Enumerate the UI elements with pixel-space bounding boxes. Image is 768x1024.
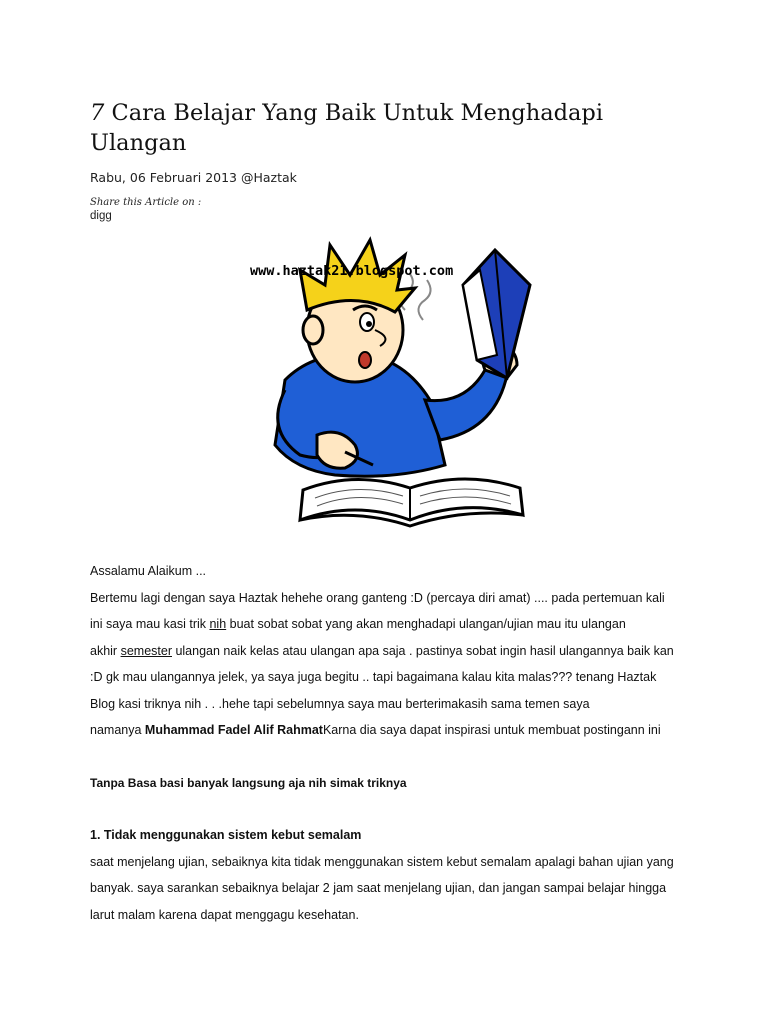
paragraph-line — [90, 723, 661, 737]
tip-1-line: larut malam karena dapat menggagu kesehatan. — [90, 908, 359, 922]
title-line2: Ulangan — [90, 130, 187, 156]
paragraph-line: :D gk mau ulangannya jelek, ya saya juga begitu .. tapi bagaimana kalau kita malas??? tenang Haztak — [90, 670, 657, 684]
post-meta: Rabu, 06 Februari 2013 @Haztak — [90, 170, 297, 185]
title-number: 7 — [90, 100, 105, 126]
article-title — [90, 98, 690, 158]
text-run: akhir — [90, 644, 121, 658]
tip-1-heading: 1. Tidak menggunakan sistem kebut semalam — [90, 828, 362, 842]
title-text: Cara Belajar Yang Baik Untuk Menghadapi — [104, 100, 604, 126]
studying-boy-illustration — [245, 230, 545, 535]
paragraph-line: Bertemu lagi dengan saya Haztak hehehe orang ganteng :D (percaya diri amat) .... pada pertemuan kali — [90, 591, 665, 605]
paragraph-line: Blog kasi triknya nih . . .hehe tapi sebelumnya saya mau berterimakasih sama temen saya — [90, 697, 590, 711]
semester-link[interactable]: semester — [120, 644, 172, 658]
paragraph-line — [90, 644, 674, 658]
tip-1-line: banyak. saya sarankan sebaiknya belajar 2 jam saat menjelang ujian, dan jangan sampai belajar hingga — [90, 881, 667, 895]
intro-bold-line: Tanpa Basa basi banyak langsung aja nih simak triknya — [90, 776, 407, 790]
share-label: Share this Article on : — [90, 197, 202, 208]
nih-link[interactable]: nih — [209, 617, 227, 631]
text-run: Karna dia saya dapat inspirasi untuk membuat postingann ini — [322, 723, 661, 737]
tip-1-line: saat menjelang ujian, sebaiknya kita tidak menggunakan sistem kebut semalam apalagi bahan ujian yang — [90, 855, 674, 869]
thanked-person-name: Muhammad Fadel Alif Rahmat — [144, 723, 323, 737]
share-digg-link[interactable]: digg — [90, 210, 112, 222]
text-run: buat sobat sobat yang akan menghadapi ulangan/ujian mau itu ulangan — [226, 617, 626, 631]
watermark-text: www.haztak21.blogspot.com — [250, 263, 454, 279]
greeting: Assalamu Alaikum ... — [90, 564, 207, 578]
text-run: namanya — [90, 723, 145, 737]
text-run: ulangan naik kelas atau ulangan apa saja . pastinya sobat ingin hasil ulangannya baik kan — [171, 644, 674, 658]
text-run: ini saya mau kasi trik — [90, 617, 210, 631]
paragraph-line — [90, 617, 626, 631]
